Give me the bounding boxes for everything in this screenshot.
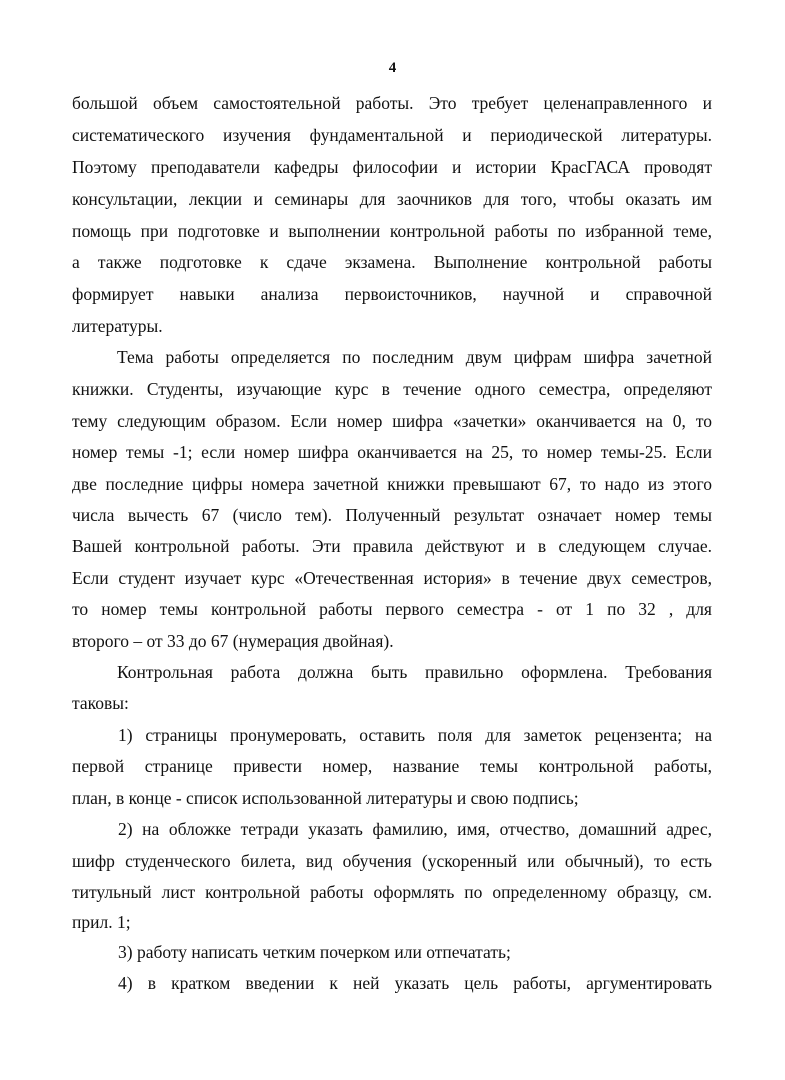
text-line: две последние цифры номера зачетной книжки превышают 67, то надо из этого (72, 474, 712, 494)
text-line: то номер темы контрольной работы первого семестра - от 1 по 32 , для (72, 599, 712, 619)
page-number: 4 (388, 60, 397, 76)
text-line: план, в конце - список использованной литературы и свою подпись; (72, 788, 579, 808)
text-line: консультации, лекции и семинары для заочников для того, чтобы оказать им (72, 189, 712, 209)
paragraph-start-line: Контрольная работа должна быть правильно оформлена. Требования (117, 662, 712, 682)
text-line: тему следующим образом. Если номер шифра «зачетки» оканчивается на 0, то (72, 411, 712, 431)
text-line: Поэтому преподаватели кафедры философии и истории КрасГАСА проводят (72, 157, 712, 177)
text-line: номер темы -1; если номер шифра оканчивается на 25, то номер темы-25. Если (72, 442, 712, 462)
text-line: титульный лист контрольной работы оформлять по определенному образцу, см. (72, 882, 712, 902)
text-line: шифр студенческого билета, вид обучения (ускоренный или обычный), то есть (72, 851, 712, 871)
text-line: формирует навыки анализа первоисточников, научной и справочной (72, 284, 712, 304)
text-line: прил. 1; (72, 912, 131, 932)
text-line: Вашей контрольной работы. Эти правила действуют и в следующем случае. (72, 536, 712, 556)
list-item-3-line: 3) работу написать четким почерком или отпечатать; (118, 942, 511, 962)
text-line: помощь при подготовке и выполнении контрольной работы по избранной теме, (72, 221, 712, 241)
list-item-1-line: 1) страницы пронумеровать, оставить поля для заметок рецензента; на (118, 725, 712, 745)
text-line: первой странице привести номер, название темы контрольной работы, (72, 756, 712, 776)
text-line: числа вычесть 67 (число тем). Полученный результат означает номер темы (72, 505, 712, 525)
text-line: книжки. Студенты, изучающие курс в течение одного семестра, определяют (72, 379, 712, 399)
list-item-2-line: 2) на обложке тетради указать фамилию, имя, отчество, домашний адрес, (118, 819, 712, 839)
text-line: большой объем самостоятельной работы. Это требует целенаправленного и (72, 93, 712, 113)
paragraph-start-line: Тема работы определяется по последним двум цифрам шифра зачетной (117, 347, 712, 367)
text-line: систематического изучения фундаментальной и периодической литературы. (72, 125, 712, 145)
list-item-4-line: 4) в кратком введении к ней указать цель работы, аргументировать (118, 973, 712, 993)
text-line: а также подготовке к сдаче экзамена. Выполнение контрольной работы (72, 252, 712, 272)
text-line: таковы: (72, 693, 129, 713)
text-line: литературы. (72, 316, 163, 336)
text-line: Если студент изучает курс «Отечественная история» в течение двух семестров, (72, 568, 712, 588)
text-line: второго – от 33 до 67 (нумерация двойная). (72, 631, 394, 651)
